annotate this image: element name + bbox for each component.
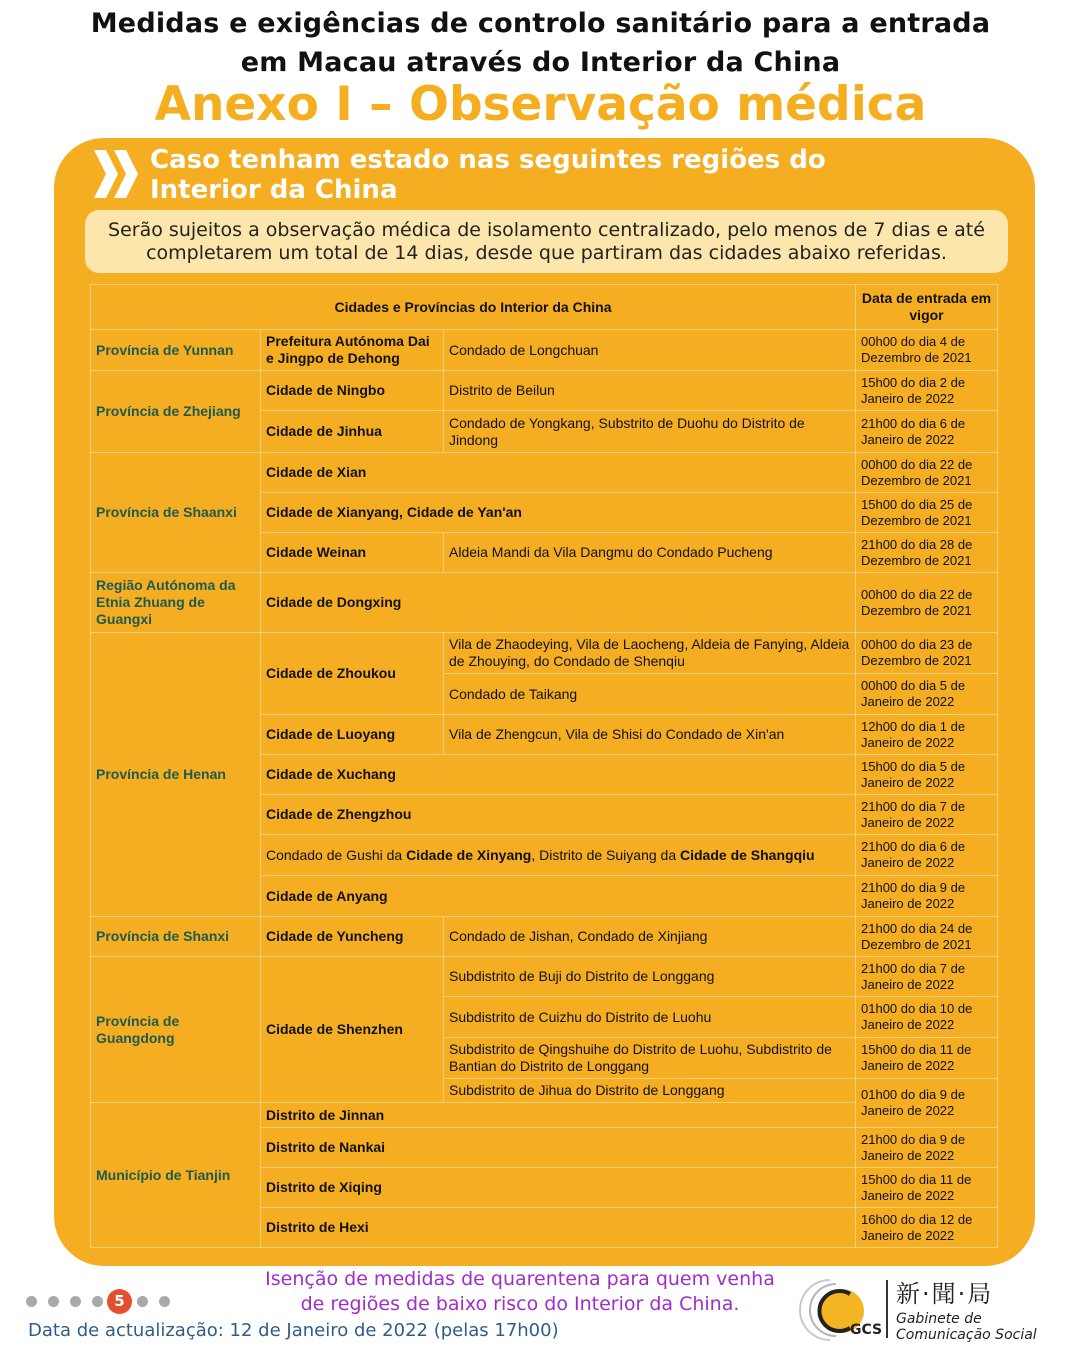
section-heading-line1: Caso tenham estado nas seguintes regiões do	[150, 145, 826, 175]
area-cell: Subdistrito de Buji do Distrito de Longgang	[444, 957, 856, 997]
update-date: Data de actualização: 12 de Janeiro de 2022 (pelas 17h00)	[28, 1320, 559, 1341]
table-row	[91, 371, 998, 411]
page-dot-current[interactable]: 5	[107, 1289, 132, 1314]
date-cell: 16h00 do dia 12 de Janeiro de 2022	[856, 1208, 998, 1248]
logo-name-line1: Gabinete de	[896, 1311, 982, 1327]
city-cell: Cidade de Zhoukou	[261, 633, 444, 715]
province-cell: Província de Yunnan	[91, 330, 261, 371]
city-cell: Cidade de Yuncheng	[261, 917, 444, 957]
city-cell: Cidade de Xianyang, Cidade de Yan'an	[261, 493, 856, 533]
date-cell: 21h00 do dia 7 de Janeiro de 2022	[856, 795, 998, 835]
page-dot[interactable]	[137, 1296, 148, 1307]
page-dot[interactable]	[26, 1296, 37, 1307]
regions-table	[90, 284, 998, 1248]
gcs-logo-mark-icon	[790, 1272, 885, 1347]
area-cell: Subdistrito de Cuizhu do Distrito de Luohu	[444, 997, 856, 1038]
page-dot[interactable]	[92, 1296, 103, 1307]
double-chevron-icon	[92, 148, 142, 200]
city-cell: Distrito de Jinnan	[261, 1103, 856, 1128]
date-cell: 15h00 do dia 2 de Janeiro de 2022	[856, 371, 998, 411]
date-cell: 21h00 do dia 9 de Janeiro de 2022	[856, 1128, 998, 1168]
city-cell: Cidade Weinan	[261, 533, 444, 573]
area-cell: Aldeia Mandi da Vila Dangmu do Condado Pucheng	[444, 533, 856, 573]
date-cell: 00h00 do dia 22 de Dezembro de 2021	[856, 573, 998, 633]
province-cell: Província de Shaanxi	[91, 453, 261, 573]
table-row	[91, 330, 998, 371]
date-cell: 00h00 do dia 4 de Dezembro de 2021	[856, 330, 998, 371]
table-header-row	[91, 285, 998, 330]
date-cell: 21h00 do dia 9 de Janeiro de 2022	[856, 876, 998, 917]
area-cell: Condado de Longchuan	[444, 330, 856, 371]
gcs-logo	[790, 1272, 1080, 1347]
city-cell: Distrito de Hexi	[261, 1208, 856, 1248]
page-dot[interactable]	[70, 1296, 81, 1307]
date-cell: 15h00 do dia 11 de Janeiro de 2022	[856, 1038, 998, 1079]
city-cell: Distrito de Nankai	[261, 1128, 856, 1168]
logo-chinese-name: 新·聞·局	[896, 1280, 994, 1308]
city-cell: Cidade de Dongxing	[261, 573, 856, 633]
table-row	[91, 453, 998, 493]
date-cell: 00h00 do dia 23 de Dezembro de 2021	[856, 633, 998, 674]
date-cell: 15h00 do dia 5 de Janeiro de 2022	[856, 755, 998, 795]
date-cell: 00h00 do dia 5 de Janeiro de 2022	[856, 674, 998, 715]
date-cell: 21h00 do dia 28 de Dezembro de 2021	[856, 533, 998, 573]
province-cell: Província de Guangdong	[91, 957, 261, 1103]
area-cell: Distrito de Beilun	[444, 371, 856, 411]
table-row	[91, 573, 998, 633]
annex-title: Anexo I – Observação médica	[154, 77, 927, 132]
page-dot[interactable]	[48, 1296, 59, 1307]
area-cell: Condado de Jishan, Condado de Xinjiang	[444, 917, 856, 957]
date-cell: 15h00 do dia 25 de Dezembro de 2021	[856, 493, 998, 533]
city-cell: Distrito de Xiqing	[261, 1168, 856, 1208]
document-title-line2: em Macau através do Interior da China	[240, 47, 841, 78]
logo-separator	[886, 1280, 888, 1338]
city-cell: Cidade de Zhengzhou	[261, 795, 856, 835]
province-cell: Município de Tianjin	[91, 1103, 261, 1248]
date-cell: 01h00 do dia 10 de Janeiro de 2022	[856, 997, 998, 1038]
city-cell: Cidade de Jinhua	[261, 411, 444, 453]
exemption-link-line1[interactable]: Isenção de medidas de quarentena para quem venha	[265, 1268, 775, 1290]
date-cell: 21h00 do dia 6 de Janeiro de 2022	[856, 835, 998, 876]
section-heading-line2: Interior da China	[150, 175, 398, 205]
date-cell: 21h00 do dia 6 de Janeiro de 2022	[856, 411, 998, 453]
city-cell: Cidade de Xuchang	[261, 755, 856, 795]
area-cell: Condado de Yongkang, Substrito de Duohu do Distrito de Jindong	[444, 411, 856, 453]
province-cell: Província de Shanxi	[91, 917, 261, 957]
city-cell: Cidade de Ningbo	[261, 371, 444, 411]
city-cell: Cidade de Shenzhen	[261, 957, 444, 1103]
province-cell: Região Autónoma da Etnia Zhuang de Guangxi	[91, 573, 261, 633]
date-cell: 00h00 do dia 22 de Dezembro de 2021	[856, 453, 998, 493]
date-cell: 15h00 do dia 11 de Janeiro de 2022	[856, 1168, 998, 1208]
header-date: Data de entrada em vigor	[856, 285, 998, 330]
area-cell: Vila de Zhengcun, Vila de Shisi do Condado de Xin'an	[444, 715, 856, 755]
notice-box	[85, 210, 1008, 273]
date-cell: 01h00 do dia 9 de Janeiro de 2022	[856, 1079, 998, 1128]
area-cell: Vila de Zhaodeying, Vila de Laocheng, Aldeia de Fanying, Aldeia de Zhouying, do Condado de Shenqiu	[444, 633, 856, 674]
notice-line1: Serão sujeitos a observação médica de isolamento centralizado, pelo menos de 7 dias e até	[108, 219, 985, 241]
document-title-line1: Medidas e exigências de controlo sanitário para a entrada	[90, 8, 991, 39]
province-cell: Província de Henan	[91, 633, 261, 917]
area-cell: Condado de Taikang	[444, 674, 856, 715]
notice-line2: completarem um total de 14 dias, desde que partiram das cidades abaixo referidas.	[146, 242, 947, 264]
date-cell: 12h00 do dia 1 de Janeiro de 2022	[856, 715, 998, 755]
city-cell: Prefeitura Autónoma Dai e Jingpo de Dehong	[261, 330, 444, 371]
province-cell: Província de Zhejiang	[91, 371, 261, 453]
city-cell: Cidade de Anyang	[261, 876, 856, 917]
svg-text:GCS: GCS	[850, 1322, 883, 1338]
header-areas: Cidades e Províncias do Interior da China	[91, 285, 856, 330]
table-row	[91, 633, 998, 674]
city-cell: Cidade de Xian	[261, 453, 856, 493]
logo-name-line2: Comunicação Social	[896, 1327, 1037, 1343]
date-cell: 21h00 do dia 7 de Janeiro de 2022	[856, 957, 998, 997]
table-row	[91, 917, 998, 957]
exemption-link-line2[interactable]: de regiões de baixo risco do Interior da China.	[300, 1293, 740, 1315]
mixed-area-cell: Condado de Gushi da Cidade de Xinyang, Distrito de Suiyang da Cidade de Shangqiu	[261, 835, 856, 876]
date-cell: 21h00 do dia 24 de Dezembro de 2021	[856, 917, 998, 957]
city-cell: Cidade de Luoyang	[261, 715, 444, 755]
area-cell: Subdistrito de Jihua do Distrito de Longgang	[444, 1079, 856, 1103]
area-cell: Subdistrito de Qingshuihe do Distrito de Luohu, Subdistrito de Bantian do Distrito de Longgang	[444, 1038, 856, 1079]
table-row	[91, 957, 998, 997]
page-dot[interactable]	[159, 1296, 170, 1307]
